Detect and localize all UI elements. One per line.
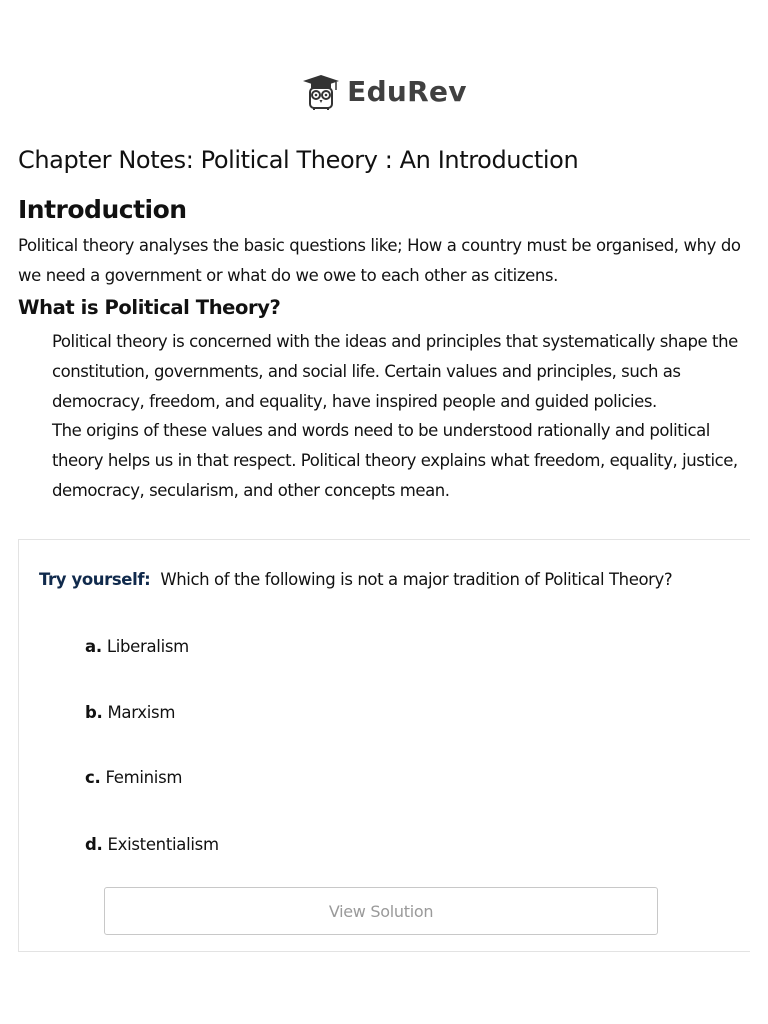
option-letter: a. bbox=[85, 637, 102, 656]
quiz-option-a[interactable] bbox=[85, 634, 189, 660]
option-letter: b. bbox=[85, 703, 103, 722]
quiz-question-text: Which of the following is not a major tradition of Political Theory? bbox=[160, 570, 673, 589]
edurev-logo[interactable] bbox=[0, 72, 768, 112]
try-yourself-quiz-card bbox=[18, 539, 750, 952]
view-solution-button[interactable]: View Solution bbox=[104, 887, 658, 935]
option-text: Feminism bbox=[105, 768, 183, 787]
option-text: Existentialism bbox=[107, 835, 219, 854]
definition-paragraph: Political theory is concerned with the ideas and principles that systematically shape the constitution, governments, and social life. Certain values and principles, such as democracy, freedom, and equality, have inspired people and guided policies. bbox=[52, 332, 738, 411]
try-yourself-label: Try yourself: bbox=[39, 570, 151, 589]
quiz-option-d[interactable] bbox=[85, 832, 219, 858]
quiz-option-c[interactable] bbox=[85, 765, 182, 791]
origins-paragraph: The origins of these values and words need to be understood rationally and political theory helps us in that respect. Political theory explains what freedom, equality, justice, democracy, secularism, and other concepts mean. bbox=[52, 421, 738, 500]
graduation-cap-owl-icon bbox=[301, 73, 341, 111]
option-letter: d. bbox=[85, 835, 103, 854]
option-text: Marxism bbox=[107, 703, 176, 722]
quiz-option-b[interactable] bbox=[85, 700, 175, 726]
what-is-political-theory-heading: What is Political Theory? bbox=[18, 296, 281, 319]
quiz-question-line bbox=[39, 567, 672, 593]
option-letter: c. bbox=[85, 768, 101, 787]
introduction-paragraph: Political theory analyses the basic questions like; How a country must be organised, why do we need a government or what do we owe to each other as citizens. bbox=[18, 236, 741, 285]
option-text: Liberalism bbox=[106, 637, 189, 656]
introduction-heading: Introduction bbox=[18, 195, 187, 224]
chapter-title: Chapter Notes: Political Theory : An Introduction bbox=[18, 146, 579, 174]
brand-name: EduRev bbox=[347, 75, 467, 108]
